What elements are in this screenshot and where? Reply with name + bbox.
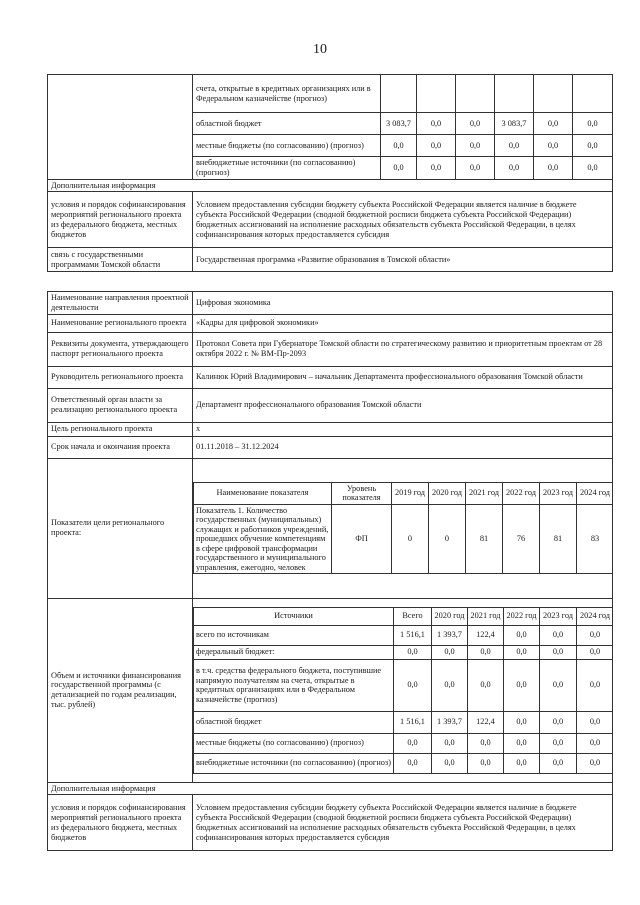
value-cell: 1 516,1: [394, 625, 432, 645]
requisites-label: Реквизиты документа, утверждающего паспорт регионального проекта: [48, 332, 193, 366]
conditions-text: Условием предоставления субсидии бюджету субъекта Российской Федерации является наличие в бюджете субъекта Российской Федерации (сводной бюджетной росписи бюджета субъекта Российской Федерации) бюджетных ассигнований на исполнение расходных обязательств субъекта Российской Федерации, в целях софинансирования которых предоставляется субсидия: [193, 192, 613, 248]
source-label: в т.ч. средства федерального бюджета, поступившие напрямую получателям на счета, открытые в кредитных организациях или в Федеральном казначействе (прогноз): [194, 659, 394, 711]
table-row: [48, 192, 613, 248]
column-header: 2022 год: [503, 482, 540, 504]
value-cell: 122,4: [468, 711, 504, 733]
source-label: федеральный бюджет:: [194, 645, 394, 659]
value-cell: 0,0: [504, 753, 540, 773]
additional-info-heading: Дополнительная информация: [48, 179, 613, 192]
value-cell: 0,0: [504, 733, 540, 753]
value-cell: 0,0: [468, 645, 504, 659]
page-number: 10: [313, 42, 327, 57]
value-cell: 0,0: [540, 733, 577, 753]
value-cell: 0,0: [504, 625, 540, 645]
value-cell: 0: [429, 504, 466, 574]
authority-label: Ответственный орган власти за реализацию регионального проекта: [48, 388, 193, 422]
value-cell: 0,0: [468, 659, 504, 711]
value-cell: 83: [577, 504, 613, 574]
value-cell: 0,0: [381, 135, 417, 157]
table-row: [48, 598, 613, 782]
column-header: 2023 год: [540, 482, 577, 504]
indicator-name: Показатель 1. Количество государственных (муниципальных) служащих и работников учреждений, прошедших обучение компетенциям в сфере цифровой трансформации государственного и муниципального управления, ежегодно, человек: [194, 504, 332, 574]
table-row: [48, 75, 613, 113]
value-cell: [534, 75, 573, 113]
head-value: Калинюк Юрий Владимирович – начальник Департамента профессионального образования Томской области: [193, 366, 613, 388]
value-cell: [495, 75, 534, 113]
value-cell: 0: [392, 504, 429, 574]
source-label: областной бюджет: [193, 113, 381, 135]
value-cell: 3 083,7: [495, 113, 534, 135]
goal-value: х: [193, 422, 613, 436]
value-cell: 0,0: [468, 733, 504, 753]
value-cell: 0,0: [540, 753, 577, 773]
column-header: 2021 год: [466, 482, 503, 504]
value-cell: 0,0: [577, 625, 613, 645]
column-header: Источники: [194, 607, 394, 625]
finance-label: Объем и источники финансирования государственной программы (с детализацией по годам реализации, тыс. рублей): [48, 598, 193, 782]
table-row: [48, 332, 613, 366]
value-cell: 1 393,7: [432, 625, 468, 645]
column-header: 2023 год: [540, 607, 577, 625]
value-cell: 1 516,1: [394, 711, 432, 733]
value-cell: 0,0: [577, 753, 613, 773]
value-cell: [573, 75, 613, 113]
source-label: счета, открытые в кредитных организациях или в Федеральном казначействе (прогноз): [193, 75, 381, 113]
value-cell: 0,0: [577, 733, 613, 753]
table-row: [48, 314, 613, 332]
column-header: 2021 год: [468, 607, 504, 625]
indicators-table: [193, 482, 613, 575]
programs-link-text: Государственная программа «Развитие образования в Томской области»: [193, 248, 613, 272]
value-cell: 1 393,7: [432, 711, 468, 733]
table-row: [194, 625, 613, 645]
value-cell: [417, 75, 456, 113]
value-cell: 81: [466, 504, 503, 574]
column-header: 2022 год: [504, 607, 540, 625]
value-cell: 76: [503, 504, 540, 574]
table-row: [194, 607, 613, 625]
finance-cell: [193, 598, 613, 782]
value-cell: 0,0: [456, 135, 495, 157]
value-cell: 0,0: [573, 157, 613, 180]
table-row: [194, 711, 613, 733]
value-cell: 0,0: [456, 157, 495, 180]
programs-link-label: связь с государственными программами Томской области: [48, 248, 193, 272]
table-row: [48, 458, 613, 598]
column-header: Наименование показателя: [194, 482, 332, 504]
column-header: Всего: [394, 607, 432, 625]
source-label: внебюджетные источники (по согласованию) (прогноз): [193, 157, 381, 180]
indicators-cell: [193, 458, 613, 598]
value-cell: 0,0: [432, 753, 468, 773]
column-header: 2024 год: [577, 482, 613, 504]
term-value: 01.11.2018 – 31.12.2024: [193, 436, 613, 458]
value-cell: 0,0: [417, 135, 456, 157]
value-cell: 0,0: [456, 113, 495, 135]
project-table: [47, 291, 613, 851]
value-cell: 0,0: [468, 753, 504, 773]
source-label: областной бюджет: [194, 711, 394, 733]
goal-label: Цель регионального проекта: [48, 422, 193, 436]
project-name-value: «Кадры для цифровой экономики»: [193, 314, 613, 332]
source-label: внебюджетные источники (по согласованию) (прогноз): [194, 753, 394, 773]
table-row: [194, 482, 613, 504]
table-row: [48, 782, 613, 795]
indicator-level: ФП: [332, 504, 392, 574]
value-cell: 0,0: [381, 157, 417, 180]
table-row: [48, 388, 613, 422]
value-cell: 81: [540, 504, 577, 574]
source-label: местные бюджеты (по согласованию) (прогноз): [194, 733, 394, 753]
value-cell: 0,0: [573, 113, 613, 135]
value-cell: 0,0: [504, 711, 540, 733]
conditions-label: условия и порядок софинансирования мероприятий регионального проекта из федерального бюджета, местных бюджетов: [48, 795, 193, 851]
finance-table: [193, 607, 613, 774]
table-row: [48, 248, 613, 272]
value-cell: 3 083,7: [381, 113, 417, 135]
value-cell: 0,0: [534, 113, 573, 135]
conditions-label: условия и порядок софинансирования мероприятий регионального проекта из федерального бюджета, местных бюджетов: [48, 192, 193, 248]
value-cell: 0,0: [577, 711, 613, 733]
value-cell: 0,0: [540, 711, 577, 733]
authority-value: Департамент профессионального образования Томской области: [193, 388, 613, 422]
value-cell: 0,0: [540, 645, 577, 659]
indicators-label: Показатели цели регионального проекта:: [48, 458, 193, 598]
column-header: 2020 год: [432, 607, 468, 625]
value-cell: 0,0: [577, 659, 613, 711]
value-cell: 0,0: [504, 659, 540, 711]
value-cell: 0,0: [417, 113, 456, 135]
value-cell: 0,0: [432, 645, 468, 659]
term-label: Срок начала и окончания проекта: [48, 436, 193, 458]
value-cell: 0,0: [394, 645, 432, 659]
source-label: местные бюджеты (по согласованию) (прогноз): [193, 135, 381, 157]
value-cell: 0,0: [540, 625, 577, 645]
value-cell: [456, 75, 495, 113]
blank-cell: [48, 75, 193, 180]
table-row: [48, 422, 613, 436]
project-name-label: Наименование регионального проекта: [48, 314, 193, 332]
value-cell: 0,0: [394, 733, 432, 753]
table-row: [194, 504, 613, 574]
value-cell: 0,0: [432, 659, 468, 711]
table-row: [194, 645, 613, 659]
value-cell: 0,0: [577, 645, 613, 659]
value-cell: 0,0: [573, 135, 613, 157]
requisites-value: Протокол Совета при Губернаторе Томской области по стратегическому развитию и приоритетным проектам от 28 октября 2022 г. № ВМ-Пр-2093: [193, 332, 613, 366]
column-header: 2020 год: [429, 482, 466, 504]
direction-value: Цифровая экономика: [193, 292, 613, 315]
additional-info-heading: Дополнительная информация: [48, 782, 613, 795]
source-label: всего по источникам: [194, 625, 394, 645]
direction-label: Наименование направления проектной деятельности: [48, 292, 193, 315]
table-row: [194, 733, 613, 753]
value-cell: 0,0: [534, 157, 573, 180]
head-label: Руководитель регионального проекта: [48, 366, 193, 388]
value-cell: 0,0: [417, 157, 456, 180]
column-header: 2019 год: [392, 482, 429, 504]
value-cell: 0,0: [432, 733, 468, 753]
table-row: [48, 292, 613, 315]
value-cell: 0,0: [504, 645, 540, 659]
table-row: [194, 753, 613, 773]
value-cell: 122,4: [468, 625, 504, 645]
continuation-table: [47, 74, 613, 272]
table-row: [48, 436, 613, 458]
table-row: [194, 659, 613, 711]
table-row: [48, 795, 613, 851]
column-header: 2024 год: [577, 607, 613, 625]
value-cell: 0,0: [394, 659, 432, 711]
column-header: Уровень показателя: [332, 482, 392, 504]
value-cell: 0,0: [495, 135, 534, 157]
value-cell: 0,0: [495, 157, 534, 180]
value-cell: [381, 75, 417, 113]
value-cell: 0,0: [394, 753, 432, 773]
table-row: [48, 366, 613, 388]
conditions-text: Условием предоставления субсидии бюджету субъекта Российской Федерации является наличие в бюджете субъекта Российской Федерации (сводной бюджетной росписи бюджета субъекта Российской Федерации) бюджетных ассигнований на исполнение расходных обязательств субъекта Российской Федерации, в целях софинансирования которых предоставляется субсидия: [193, 795, 613, 851]
table-row: [48, 179, 613, 192]
value-cell: 0,0: [540, 659, 577, 711]
value-cell: 0,0: [534, 135, 573, 157]
